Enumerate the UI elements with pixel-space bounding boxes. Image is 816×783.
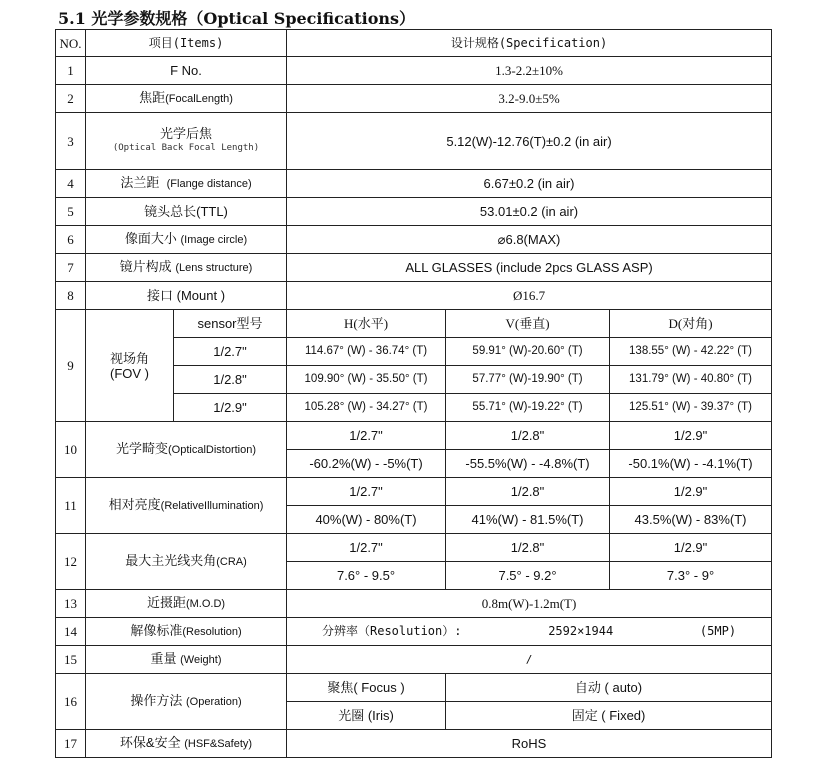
operation-row <box>56 674 772 702</box>
row-item <box>86 282 287 310</box>
row-no: 7 <box>56 254 86 282</box>
fov-v: 55.71° (W)-19.22° (T) <box>446 394 610 422</box>
row-spec: 5.12(W)-12.76(T)±0.2 (in air) <box>287 113 772 170</box>
item-en: (Optical Back Focal Length) <box>112 143 260 153</box>
row-no: 9 <box>56 310 86 422</box>
section-heading: 5.1 光学参数规格（Optical Specifications） <box>58 9 416 28</box>
item-en: (FocalLength) <box>165 93 233 105</box>
iris-label: 光圈 (Iris) <box>287 702 446 730</box>
split-value: 41%(W) - 81.5%(T) <box>446 506 610 534</box>
header-no: NO. <box>56 30 86 57</box>
sensor-label: 1/2.8" <box>446 534 610 562</box>
fov-col-v: V(垂直) <box>446 310 610 338</box>
row-spec: 6.67±0.2 (in air) <box>287 170 772 198</box>
item-cn: 操作方法 <box>130 693 183 708</box>
row-item <box>86 85 287 113</box>
iris-value: 固定 ( Fixed) <box>446 702 772 730</box>
resolution-label: 分辨率（Resolution）: <box>322 624 462 638</box>
row-item <box>86 226 287 254</box>
split-value: -50.1%(W) - -4.1%(T) <box>610 450 772 478</box>
fov-header-row <box>56 310 772 338</box>
split-header-row <box>56 478 772 506</box>
fov-sensor: 1/2.9" <box>174 394 287 422</box>
row-no: 12 <box>56 534 86 590</box>
row-no: 6 <box>56 226 86 254</box>
optical-spec-table <box>55 29 772 758</box>
item-cn: 焦距 <box>139 90 166 105</box>
item-en: (Lens structure) <box>175 262 253 274</box>
row-no: 1 <box>56 57 86 85</box>
resolution-value: 2592×1944 <box>548 624 614 638</box>
item-en: (Mount ) <box>176 288 226 303</box>
item-cn: 视场角 <box>109 350 149 366</box>
table-row <box>56 590 772 618</box>
fov-col-d: D(对角) <box>610 310 772 338</box>
fov-col-sensor: sensor型号 <box>174 310 287 338</box>
row-item <box>86 618 287 646</box>
row-item <box>86 534 287 590</box>
header-items: 项目(Items) <box>86 30 287 57</box>
item-cn: 光学畸变 <box>115 441 168 456</box>
row-spec: 1.3-2.2±10% <box>287 57 772 85</box>
row-no: 14 <box>56 618 86 646</box>
item-cn: 镜片构成 <box>119 259 172 274</box>
header-spec: 设计规格(Specification) <box>287 30 772 57</box>
row-item <box>86 478 287 534</box>
row-item: F No. <box>86 57 287 85</box>
row-no: 17 <box>56 730 86 758</box>
split-value: -60.2%(W) - -5%(T) <box>287 450 446 478</box>
row-item <box>86 254 287 282</box>
item-cn: 环保&安全 <box>119 735 181 750</box>
table-row <box>56 282 772 310</box>
split-value: 7.6° - 9.5° <box>287 562 446 590</box>
item-cn: 接口 <box>146 288 173 303</box>
item-en: (Resolution) <box>182 626 242 638</box>
fov-sensor: 1/2.7" <box>174 338 287 366</box>
fov-v: 57.77° (W)-19.90° (T) <box>446 366 610 394</box>
focus-label: 聚焦( Focus ) <box>287 674 446 702</box>
row-spec <box>287 618 772 646</box>
row-item <box>86 646 287 674</box>
split-value: -55.5%(W) - -4.8%(T) <box>446 450 610 478</box>
table-row <box>56 254 772 282</box>
table-row <box>56 113 772 170</box>
split-value: 40%(W) - 80%(T) <box>287 506 446 534</box>
table-row <box>56 170 772 198</box>
row-spec: 0.8m(W)-1.2m(T) <box>287 590 772 618</box>
fov-col-h: H(水平) <box>287 310 446 338</box>
item-en: (HSF&Safety) <box>184 738 253 750</box>
item-en: (OpticalDistortion) <box>168 444 257 456</box>
item-en: (FOV ) <box>110 365 149 381</box>
item-cn: 重量 <box>150 651 177 666</box>
row-item <box>86 310 174 422</box>
table-row <box>56 618 772 646</box>
row-item <box>86 113 287 170</box>
row-item <box>86 422 287 478</box>
sensor-label: 1/2.8" <box>446 422 610 450</box>
fov-d: 125.51° (W) - 39.37° (T) <box>610 394 772 422</box>
item-en: (Image circle) <box>180 234 248 246</box>
sensor-label: 1/2.7" <box>287 422 446 450</box>
table-row <box>56 226 772 254</box>
item-en: (Flange distance) <box>166 178 252 190</box>
row-spec: RoHS <box>287 730 772 758</box>
item-en: (Weight) <box>180 654 222 666</box>
row-no: 8 <box>56 282 86 310</box>
sensor-label: 1/2.9" <box>610 422 772 450</box>
split-value: 7.3° - 9° <box>610 562 772 590</box>
table-row <box>56 646 772 674</box>
item-cn: 相对亮度 <box>108 497 161 512</box>
item-cn: 光学后焦 <box>160 126 213 141</box>
focus-value: 自动 ( auto) <box>446 674 772 702</box>
row-no: 2 <box>56 85 86 113</box>
item-cn: 近摄距 <box>146 595 186 610</box>
split-header-row <box>56 534 772 562</box>
item-cn: 像面大小 <box>124 231 177 246</box>
item-cn: 法兰距 <box>120 175 160 190</box>
split-value: 7.5° - 9.2° <box>446 562 610 590</box>
sensor-label: 1/2.9" <box>610 478 772 506</box>
sensor-label: 1/2.9" <box>610 534 772 562</box>
split-value: 43.5%(W) - 83%(T) <box>610 506 772 534</box>
row-item <box>86 170 287 198</box>
item-en: (CRA) <box>216 556 247 568</box>
row-no: 15 <box>56 646 86 674</box>
table-row <box>56 730 772 758</box>
table-row <box>56 85 772 113</box>
row-item <box>86 730 287 758</box>
row-spec: ALL GLASSES (include 2pcs GLASS ASP) <box>287 254 772 282</box>
item-cn: 最大主光线夹角 <box>125 553 217 568</box>
row-no: 11 <box>56 478 86 534</box>
split-header-row <box>56 422 772 450</box>
fov-h: 114.67° (W) - 36.74° (T) <box>287 338 446 366</box>
table-row <box>56 198 772 226</box>
row-no: 4 <box>56 170 86 198</box>
row-item <box>86 674 287 730</box>
row-no: 13 <box>56 590 86 618</box>
item-en: (M.O.D) <box>185 598 226 610</box>
row-item <box>86 590 287 618</box>
sensor-label: 1/2.7" <box>287 534 446 562</box>
row-no: 3 <box>56 113 86 170</box>
sensor-label: 1/2.7" <box>287 478 446 506</box>
fov-d: 131.79° (W) - 40.80° (T) <box>610 366 772 394</box>
row-spec: 3.2-9.0±5% <box>287 85 772 113</box>
row-spec: / <box>287 646 772 674</box>
table-header-row <box>56 30 772 57</box>
fov-sensor: 1/2.8" <box>174 366 287 394</box>
sensor-label: 1/2.8" <box>446 478 610 506</box>
item-cn: 解像标准 <box>130 623 183 638</box>
item-en: (Operation) <box>186 696 242 708</box>
row-spec: ⌀6.8(MAX) <box>287 226 772 254</box>
row-spec: Ø16.7 <box>287 282 772 310</box>
fov-v: 59.91° (W)-20.60° (T) <box>446 338 610 366</box>
row-spec: 53.01±0.2 (in air) <box>287 198 772 226</box>
item-en: (RelativeIllumination) <box>160 500 264 512</box>
fov-h: 105.28° (W) - 34.27° (T) <box>287 394 446 422</box>
row-item: 镜头总长(TTL) <box>86 198 287 226</box>
resolution-mp: (5MP) <box>699 624 737 638</box>
fov-h: 109.90° (W) - 35.50° (T) <box>287 366 446 394</box>
row-no: 10 <box>56 422 86 478</box>
row-no: 16 <box>56 674 86 730</box>
fov-d: 138.55° (W) - 42.22° (T) <box>610 338 772 366</box>
row-no: 5 <box>56 198 86 226</box>
table-row <box>56 57 772 85</box>
